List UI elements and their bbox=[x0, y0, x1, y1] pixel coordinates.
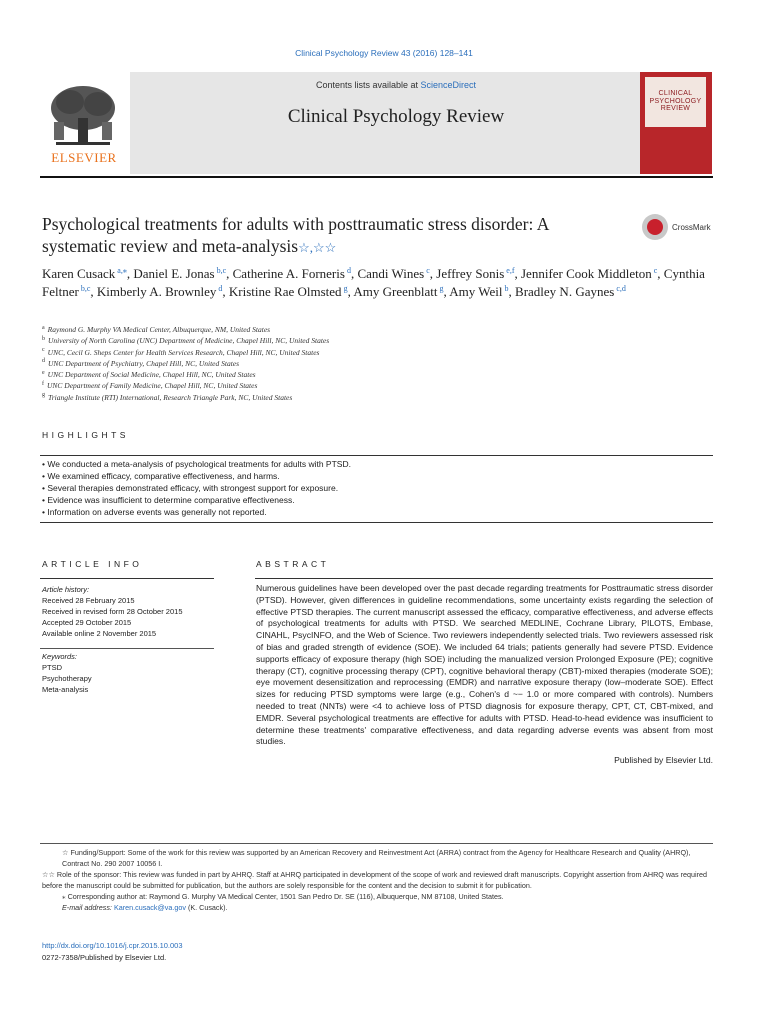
affiliation-item bbox=[42, 369, 722, 380]
author-name-text: Bradley N. Gaynes bbox=[515, 284, 615, 299]
history-label: Article history: bbox=[42, 585, 90, 594]
affiliation-item bbox=[42, 347, 722, 358]
author-affiliation-marks[interactable]: d bbox=[346, 265, 351, 275]
highlights-heading: HIGHLIGHTS bbox=[42, 430, 129, 440]
funding-text: Funding/Support: Some of the work for this review was supported by an American Recovery and Reinvestment Act (ARRA) contract from the Agency for Healthcare Research and Quality (AHRQ), Contract No. 290 2007 10056 I. bbox=[62, 848, 691, 868]
email-suffix: (K. Cusack). bbox=[187, 902, 228, 912]
affiliation-text: UNC Department of Psychiatry, Chapel Hill, NC, United States bbox=[48, 358, 240, 368]
highlight-item: • Several therapies demonstrated efficacy, with strongest support for exposure. bbox=[42, 482, 712, 494]
affiliation-item bbox=[42, 335, 722, 346]
affiliation-key: b bbox=[42, 335, 45, 342]
footnote-rule bbox=[40, 843, 713, 844]
affiliation-item bbox=[42, 392, 722, 403]
author-affiliation-marks[interactable]: a,⁎ bbox=[117, 265, 127, 275]
author-name[interactable] bbox=[449, 284, 508, 299]
crossmark-badge[interactable] bbox=[642, 214, 722, 244]
affiliation-item bbox=[42, 358, 722, 369]
author-name-text: Amy Weil bbox=[449, 284, 503, 299]
affiliation-text: UNC, Cecil G. Sheps Center for Health Services Research, Chapel Hill, NC, United States bbox=[47, 347, 320, 357]
affiliation-text: Raymond G. Murphy VA Medical Center, Albuquerque, NM, United States bbox=[47, 325, 271, 334]
sciencedirect-link[interactable]: ScienceDirect bbox=[420, 80, 477, 90]
highlights-bottom-rule bbox=[40, 522, 713, 523]
funding-mark: ☆ bbox=[62, 848, 69, 857]
doi-link[interactable]: http://dx.doi.org/10.1016/j.cpr.2015.10.003 bbox=[42, 941, 183, 950]
journal-citation-link[interactable]: Clinical Psychology Review 43 (2016) 128–141 bbox=[295, 48, 473, 58]
affiliation-list bbox=[42, 324, 722, 403]
crossmark-label: CrossMark bbox=[672, 223, 711, 232]
footnotes bbox=[42, 848, 714, 913]
highlight-item: • Information on adverse events was generally not reported. bbox=[42, 506, 712, 518]
highlight-item: • Evidence was insufficient to determine comparative effectiveness. bbox=[42, 494, 712, 506]
article-info-rule bbox=[40, 578, 214, 579]
journal-title: Clinical Psychology Review bbox=[287, 106, 505, 127]
author-name[interactable] bbox=[357, 266, 429, 281]
corresponding-text: Corresponding author at: Raymond G. Murphy VA Medical Center, 1501 San Pedro Dr. SE (116), Albuquerque, NM 87108, United States. bbox=[67, 891, 504, 901]
keywords-label: Keywords: bbox=[42, 652, 78, 661]
highlights-top-rule bbox=[40, 455, 713, 456]
highlights-list bbox=[42, 458, 712, 518]
author-name[interactable] bbox=[436, 266, 514, 281]
author-name-text: Catherine A. Forneris bbox=[232, 266, 345, 281]
affiliation-key: f bbox=[42, 380, 44, 387]
article-info-heading: ARTICLE INFO bbox=[42, 559, 143, 569]
author-affiliation-marks[interactable]: d bbox=[218, 283, 223, 293]
email-link[interactable]: Karen.cusack@va.gov bbox=[113, 902, 186, 912]
sponsor-mark: ☆☆ bbox=[42, 869, 55, 879]
email-footnote bbox=[42, 903, 714, 914]
affiliation-item bbox=[42, 324, 722, 335]
author-affiliation-marks[interactable]: c bbox=[426, 265, 430, 275]
journal-cover-thumbnail[interactable] bbox=[640, 72, 712, 174]
doi-block bbox=[42, 940, 183, 964]
affiliation-item bbox=[42, 380, 722, 391]
author-name-text: Daniel E. Jonas bbox=[133, 266, 215, 281]
keyword-item: PTSD bbox=[42, 663, 63, 672]
highlight-item: • We examined efficacy, comparative effectiveness, and harms. bbox=[42, 470, 712, 482]
author-name-text: Karen Cusack bbox=[42, 266, 116, 281]
corresponding-footnote bbox=[42, 892, 714, 903]
author-name[interactable] bbox=[521, 266, 657, 281]
funding-footnote bbox=[42, 848, 714, 870]
author-affiliation-marks[interactable]: c,d bbox=[616, 283, 626, 293]
affiliation-key: d bbox=[42, 358, 45, 365]
contents-line: Contents lists available at ScienceDirect bbox=[315, 80, 477, 90]
author-name-text: Jennifer Cook Middleton bbox=[521, 266, 652, 281]
header-rule bbox=[40, 176, 713, 178]
author-name-text: Candi Wines bbox=[357, 266, 425, 281]
author-name[interactable] bbox=[97, 284, 223, 299]
crossmark-icon bbox=[642, 214, 668, 240]
sponsor-footnote bbox=[42, 870, 714, 892]
keywords-rule bbox=[40, 648, 214, 649]
cover-title: CLINICAL PSYCHOLOGY REVIEW bbox=[649, 90, 702, 112]
author-affiliation-marks[interactable]: b,c bbox=[80, 283, 91, 293]
article-title: Psychological treatments for adults with posttraumatic stress disorder: A systematic review and meta-analysis☆,☆☆ bbox=[42, 214, 549, 256]
abstract-heading: ABSTRACT bbox=[256, 559, 330, 569]
author-name-text: Jeffrey Sonis bbox=[436, 266, 505, 281]
affiliation-key: e bbox=[42, 369, 45, 376]
history-entry: Available online 2 November 2015 bbox=[42, 629, 157, 638]
author-name[interactable] bbox=[233, 266, 351, 281]
affiliation-text: University of North Carolina (UNC) Department of Medicine, Chapel Hill, NC, United States bbox=[48, 336, 330, 346]
history-entry: Accepted 29 October 2015 bbox=[42, 618, 132, 627]
affiliation-key: g bbox=[42, 392, 45, 399]
author-affiliation-marks[interactable]: g bbox=[439, 283, 444, 293]
author-affiliation-marks[interactable]: b,c bbox=[216, 265, 227, 275]
affiliation-text: UNC Department of Social Medicine, Chapel Hill, NC, United States bbox=[47, 370, 256, 380]
journal-masthead bbox=[40, 72, 713, 174]
article-history bbox=[42, 584, 214, 639]
author-name[interactable] bbox=[515, 284, 626, 299]
author-name-text: Kimberly A. Brownley bbox=[96, 284, 217, 299]
author-name-text: Kristine Rae Olmsted bbox=[228, 284, 342, 299]
keyword-item: Meta-analysis bbox=[42, 685, 89, 694]
affiliation-text: UNC Department of Family Medicine, Chapel Hill, NC, United States bbox=[47, 381, 258, 391]
author-affiliation-marks[interactable]: b bbox=[504, 283, 509, 293]
keyword-item: Psychotherapy bbox=[42, 674, 92, 683]
elsevier-wordmark: ELSEVIER bbox=[51, 150, 117, 165]
author-affiliation-marks[interactable]: c bbox=[653, 265, 658, 275]
author-name-text: Cynthia Feltner bbox=[42, 266, 705, 299]
published-by: Published by Elsevier Ltd. bbox=[614, 755, 713, 765]
author-name[interactable] bbox=[42, 266, 127, 281]
affiliation-text: Triangle Institute (RTI) International, Research Triangle Park, NC, United States bbox=[48, 392, 293, 402]
email-label: E-mail address: bbox=[62, 902, 112, 912]
title-footnote-marks[interactable]: ☆,☆☆ bbox=[298, 240, 337, 255]
highlight-item: • We conducted a meta-analysis of psychological treatments for adults with PTSD. bbox=[42, 458, 712, 470]
author-name-text: Amy Greenblatt bbox=[353, 284, 438, 299]
author-affiliation-marks[interactable]: e,f bbox=[506, 265, 515, 275]
author-name[interactable] bbox=[353, 284, 443, 299]
abstract-rule bbox=[255, 578, 713, 579]
affiliation-key: c bbox=[42, 347, 45, 354]
author-list: Karen Cusack $^{a,⁎}$, Daniel E. Jonas $^{b,c}$, Catherine A. Forneris $^d$, Candi Wines $^c$, Jeffrey Sonis $^{e,f}$, Jennifer Cook Middleton $^c$, Cynthia Feltner $^{b,c}$, Kimberly A. Brownley $^d$, Kristine Rae Olmsted $^g$, Amy Greenblatt $^g$, Amy Weil $^b$, Bradley N. Gaynes $^{c,d}$ bbox=[42, 265, 705, 299]
sponsor-text: Role of the sponsor: This review was funded in part by AHRQ. Staff at AHRQ participated in development of the scope of work and reviewed draft manuscripts. Copyright assertion from AHRQ was required before the manuscript could be submitted for publication, but the authors are solely responsible for the content and the decision to submit it for publication. bbox=[42, 869, 708, 890]
issn-line: 0272-7358/Published by Elsevier Ltd. bbox=[42, 953, 167, 962]
corresponding-mark: ⁎ bbox=[62, 891, 66, 901]
abstract-text: Numerous guidelines have been developed over the past decade regarding treatments for Posttraumatic stress disorder (PTSD). However, given differences in guideline recommendations, some uncertainty exists regarding the selection of effective PTSD therapies. The current manuscript assessed the efficacy, comparative effectiveness, and adverse effects of psychological treatments for adults with PTSD. We searched MEDLINE, Cochrane Library, PILOTS, Embase, CINAHL, PsycINFO, and the Web of Science. Two reviewers independently selected trials. Two reviewers assessed risk of bias and graded strength of evidence (SOE). We included 64 trials; patients generally had severe PTSD. Evidence supports efficacy of exposure therapy (high SOE) including the manualized version Prolonged Exposure (PE); cognitive therapy (CT), cognitive processing therapy (CPT), cognitive behavioral therapy (CBT)-mixed therapies (moderate SOE); eye movement desensitization and reprocessing (EMDR) and narrative exposure therapy (low–moderate SOE). Effect sizes for reducing PTSD symptoms were large (e.g., Cohen's d ~− 1.0 or more compared with controls). Numbers needed to treat (NNTs) were <4 to achieve loss of PTSD diagnosis for exposure therapy, CPT, CT, CBT-mixed, and EMDR. Several psychological treatments are effective for adults with PTSD. Head-to-head evidence was insufficient to determine these treatments' comparative effectiveness, and data regarding adverse events was absent from most studies. bbox=[256, 583, 713, 747]
history-entry: Received 28 February 2015 bbox=[42, 596, 135, 605]
history-entry: Received in revised form 28 October 2015 bbox=[42, 607, 183, 616]
author-affiliation-marks[interactable]: g bbox=[343, 283, 348, 293]
affiliation-key: a bbox=[42, 324, 45, 331]
author-name[interactable] bbox=[133, 266, 226, 281]
keywords bbox=[42, 651, 214, 695]
author-name[interactable] bbox=[229, 284, 348, 299]
